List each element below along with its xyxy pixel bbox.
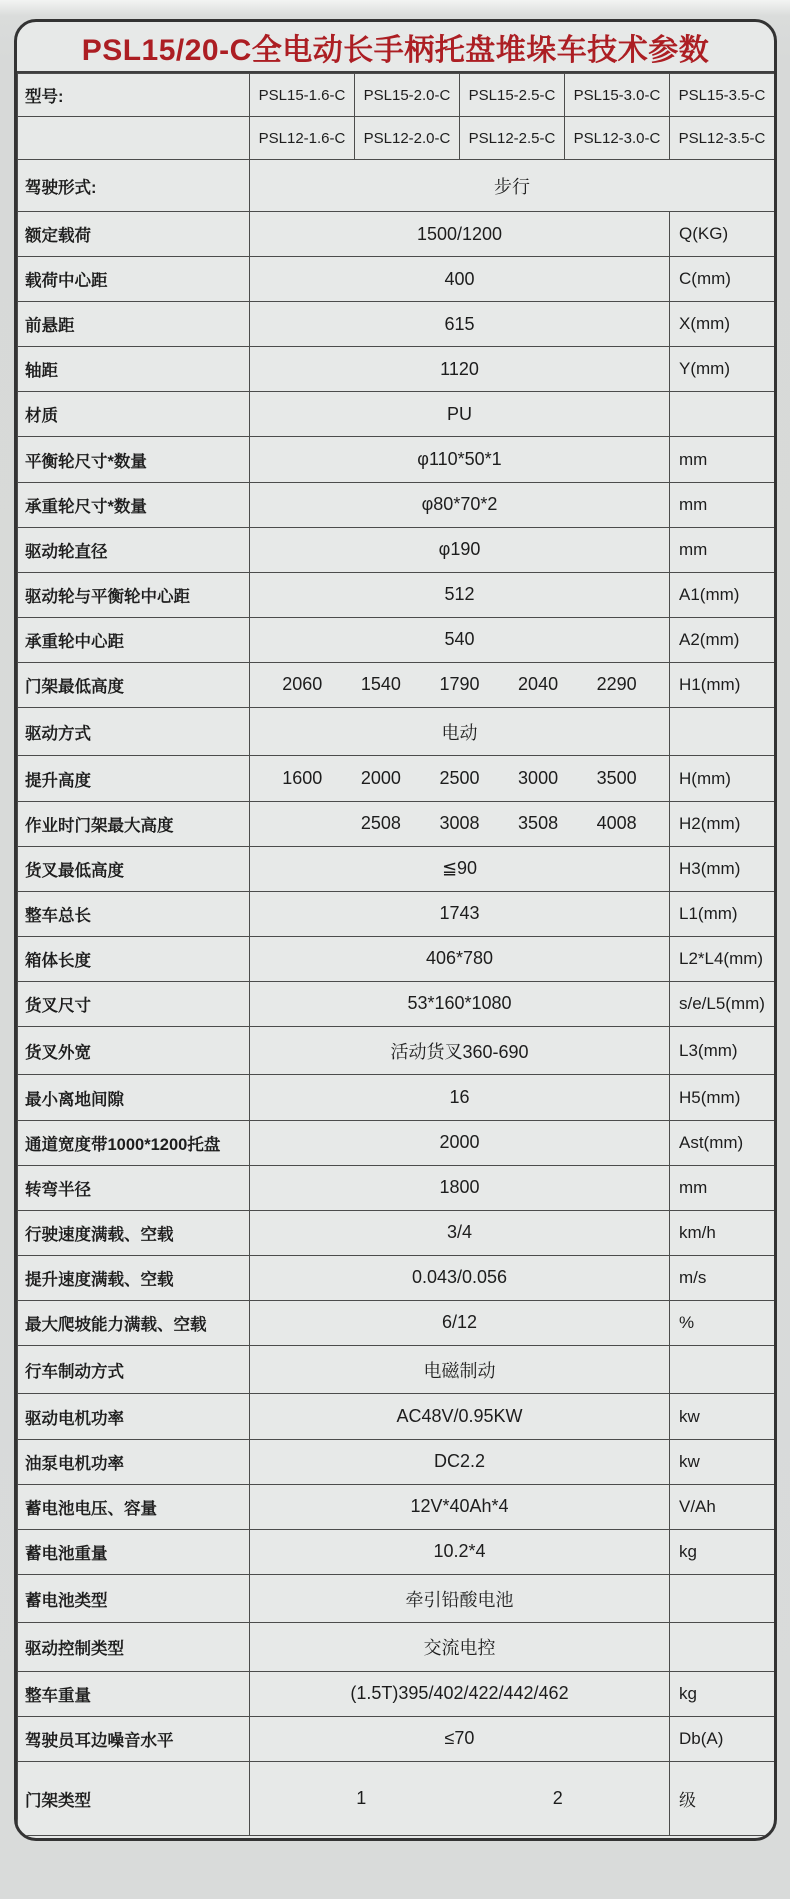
table-row <box>18 1346 775 1394</box>
row-unit: H2(mm) <box>670 801 775 846</box>
row-value: 2000 <box>360 768 401 789</box>
row-unit: km/h <box>670 1210 775 1255</box>
row-value: 615 <box>250 302 670 347</box>
row-value: φ190 <box>250 527 670 572</box>
table-row <box>18 302 775 347</box>
row-unit: V/Ah <box>670 1484 775 1529</box>
row-value: 400 <box>250 257 670 302</box>
row-value: 1743 <box>250 891 670 936</box>
row-label: 承重轮尺寸*数量 <box>18 482 250 527</box>
row-label: 提升速度满载、空载 <box>18 1255 250 1300</box>
row-value: 2060 <box>282 674 323 695</box>
table-row <box>18 1484 775 1529</box>
table-row <box>18 1439 775 1484</box>
row-value: 2040 <box>518 674 559 695</box>
table-row <box>18 257 775 302</box>
row-label: 轴距 <box>18 347 250 392</box>
row-unit: H1(mm) <box>670 662 775 707</box>
model-header-row-psl12 <box>18 117 775 160</box>
row-value: 2500 <box>439 768 480 789</box>
row-value: φ80*70*2 <box>250 482 670 527</box>
row-value: 3500 <box>596 768 637 789</box>
row-label: 驱动轮直径 <box>18 527 250 572</box>
row-value: AC48V/0.95KW <box>250 1394 670 1439</box>
row-unit: kg <box>670 1671 775 1716</box>
table-row <box>18 846 775 891</box>
table-row <box>18 1300 775 1345</box>
row-label: 驱动方式 <box>18 708 250 756</box>
row-label: 前悬距 <box>18 302 250 347</box>
table-row <box>18 437 775 482</box>
row-label: 最小离地间隙 <box>18 1075 250 1120</box>
row-unit: Db(A) <box>670 1716 775 1761</box>
row-label: 转弯半径 <box>18 1165 250 1210</box>
model-header-row-psl15 <box>18 74 775 117</box>
row-value: 1790 <box>439 674 480 695</box>
row-value-group <box>250 801 670 846</box>
row-unit: kw <box>670 1394 775 1439</box>
row-value: 12V*40Ah*4 <box>250 1484 670 1529</box>
row-unit <box>670 708 775 756</box>
row-unit: C(mm) <box>670 257 775 302</box>
row-value: 0.043/0.056 <box>250 1255 670 1300</box>
table-row <box>18 1255 775 1300</box>
model-cell: PSL15-3.5-C <box>670 74 775 117</box>
row-label: 整车总长 <box>18 891 250 936</box>
row-value: 6/12 <box>250 1300 670 1345</box>
row-label: 货叉外宽 <box>18 1027 250 1075</box>
row-value: 2 <box>552 1788 563 1808</box>
table-row <box>18 1165 775 1210</box>
row-label: 蓄电池重量 <box>18 1529 250 1574</box>
row-value: 牵引铅酸电池 <box>250 1574 670 1622</box>
table-row <box>18 708 775 756</box>
row-unit: 级 <box>670 1762 775 1836</box>
model-cell: PSL12-2.0-C <box>355 117 460 160</box>
table-row <box>18 527 775 572</box>
row-value: 1600 <box>282 768 323 789</box>
row-value: φ110*50*1 <box>250 437 670 482</box>
table-row <box>18 212 775 257</box>
table-row <box>18 1623 775 1671</box>
table-row <box>18 572 775 617</box>
row-value: 1500/1200 <box>250 212 670 257</box>
row-unit <box>670 1346 775 1394</box>
row-label: 通道宽度带1000*1200托盘 <box>18 1120 250 1165</box>
row-value: 540 <box>250 617 670 662</box>
row-value: 512 <box>250 572 670 617</box>
table-row <box>18 1120 775 1165</box>
row-unit <box>670 1623 775 1671</box>
row-value: (1.5T)395/402/422/442/462 <box>250 1671 670 1716</box>
model-cell: PSL15-2.5-C <box>460 74 565 117</box>
table-row <box>18 392 775 437</box>
model-cell: PSL15-3.0-C <box>565 74 670 117</box>
row-value-group <box>250 756 670 801</box>
row-value: 交流电控 <box>250 1623 670 1671</box>
row-unit: kg <box>670 1529 775 1574</box>
row-label: 提升高度 <box>18 756 250 801</box>
row-value: 3/4 <box>250 1210 670 1255</box>
row-label: 蓄电池类型 <box>18 1574 250 1622</box>
table-row <box>18 936 775 981</box>
row-label: 驱动控制类型 <box>18 1623 250 1671</box>
row-unit: L1(mm) <box>670 891 775 936</box>
model-label-empty <box>18 117 250 160</box>
row-unit: Q(KG) <box>670 212 775 257</box>
row-value: 1 <box>356 1788 367 1808</box>
row-value: 4008 <box>596 813 637 834</box>
row-value: 2000 <box>250 1120 670 1165</box>
table-row <box>18 347 775 392</box>
row-unit: % <box>670 1300 775 1345</box>
row-label: 门架类型 <box>18 1762 250 1836</box>
row-label: 额定载荷 <box>18 212 250 257</box>
table-row <box>18 1671 775 1716</box>
row-value: 3508 <box>518 813 559 834</box>
row-unit: kw <box>670 1439 775 1484</box>
row-unit <box>670 1574 775 1622</box>
row-unit: mm <box>670 482 775 527</box>
row-value: 2508 <box>360 813 401 834</box>
row-value: 53*160*1080 <box>250 981 670 1026</box>
row-value: 1540 <box>360 674 401 695</box>
row-label: 载荷中心距 <box>18 257 250 302</box>
table-row <box>18 160 775 212</box>
row-value: PU <box>250 392 670 437</box>
row-label: 驾驶员耳边噪音水平 <box>18 1716 250 1761</box>
row-unit: Ast(mm) <box>670 1120 775 1165</box>
row-value: ≤70 <box>250 1716 670 1761</box>
table-row <box>18 1210 775 1255</box>
model-cell: PSL12-2.5-C <box>460 117 565 160</box>
row-unit: mm <box>670 527 775 572</box>
row-label: 材质 <box>18 392 250 437</box>
table-row <box>18 756 775 801</box>
row-unit: A1(mm) <box>670 572 775 617</box>
row-label: 平衡轮尺寸*数量 <box>18 437 250 482</box>
table-row <box>18 1027 775 1075</box>
row-label: 门架最低高度 <box>18 662 250 707</box>
row-unit: mm <box>670 1165 775 1210</box>
model-cell: PSL12-3.0-C <box>565 117 670 160</box>
table-row <box>18 801 775 846</box>
row-value: 电磁制动 <box>250 1346 670 1394</box>
row-label: 行驶速度满载、空载 <box>18 1210 250 1255</box>
model-cell: PSL15-2.0-C <box>355 74 460 117</box>
row-label: 箱体长度 <box>18 936 250 981</box>
row-label: 蓄电池电压、容量 <box>18 1484 250 1529</box>
row-unit: s/e/L5(mm) <box>670 981 775 1026</box>
row-value: 活动货叉360-690 <box>250 1027 670 1075</box>
table-row <box>18 891 775 936</box>
table-row <box>18 981 775 1026</box>
row-label: 驱动电机功率 <box>18 1394 250 1439</box>
table-row <box>18 662 775 707</box>
row-label: 行车制动方式 <box>18 1346 250 1394</box>
row-unit: m/s <box>670 1255 775 1300</box>
row-label: 整车重量 <box>18 1671 250 1716</box>
row-value: ≦90 <box>250 846 670 891</box>
row-label: 最大爬坡能力满载、空载 <box>18 1300 250 1345</box>
row-value: 步行 <box>250 160 775 212</box>
row-label: 承重轮中心距 <box>18 617 250 662</box>
row-unit: L3(mm) <box>670 1027 775 1075</box>
row-value: 2290 <box>596 674 637 695</box>
table-row <box>18 1529 775 1574</box>
row-value: 3000 <box>518 768 559 789</box>
row-value: DC2.2 <box>250 1439 670 1484</box>
row-value-group <box>250 1762 670 1836</box>
row-unit: Y(mm) <box>670 347 775 392</box>
row-label: 驾驶形式: <box>18 160 250 212</box>
row-unit: mm <box>670 437 775 482</box>
spec-table <box>17 73 775 1836</box>
row-label: 驱动轮与平衡轮中心距 <box>18 572 250 617</box>
table-row <box>18 1716 775 1761</box>
spec-sheet-card <box>14 19 777 1841</box>
row-unit: L2*L4(mm) <box>670 936 775 981</box>
row-unit <box>670 392 775 437</box>
row-unit: H3(mm) <box>670 846 775 891</box>
row-unit: H(mm) <box>670 756 775 801</box>
table-row <box>18 617 775 662</box>
row-value: 电动 <box>250 708 670 756</box>
model-label: 型号: <box>18 74 250 117</box>
row-value: 10.2*4 <box>250 1529 670 1574</box>
row-label: 货叉最低高度 <box>18 846 250 891</box>
row-label: 作业时门架最大高度 <box>18 801 250 846</box>
table-row <box>18 1762 775 1836</box>
table-row <box>18 1075 775 1120</box>
model-cell: PSL15-1.6-C <box>250 74 355 117</box>
row-unit: A2(mm) <box>670 617 775 662</box>
table-row <box>18 1574 775 1622</box>
row-unit: X(mm) <box>670 302 775 347</box>
row-label: 油泵电机功率 <box>18 1439 250 1484</box>
model-cell: PSL12-3.5-C <box>670 117 775 160</box>
row-unit: H5(mm) <box>670 1075 775 1120</box>
row-value: 1800 <box>250 1165 670 1210</box>
row-value: 1120 <box>250 347 670 392</box>
page-title: PSL15/20-C全电动长手柄托盘堆垛车技术参数 <box>17 22 774 73</box>
row-value: 16 <box>250 1075 670 1120</box>
row-label: 货叉尺寸 <box>18 981 250 1026</box>
row-value-group <box>250 662 670 707</box>
model-cell: PSL12-1.6-C <box>250 117 355 160</box>
table-row <box>18 1394 775 1439</box>
table-row <box>18 482 775 527</box>
row-value: 406*780 <box>250 936 670 981</box>
row-value: 3008 <box>439 813 480 834</box>
row-value <box>263 813 342 834</box>
